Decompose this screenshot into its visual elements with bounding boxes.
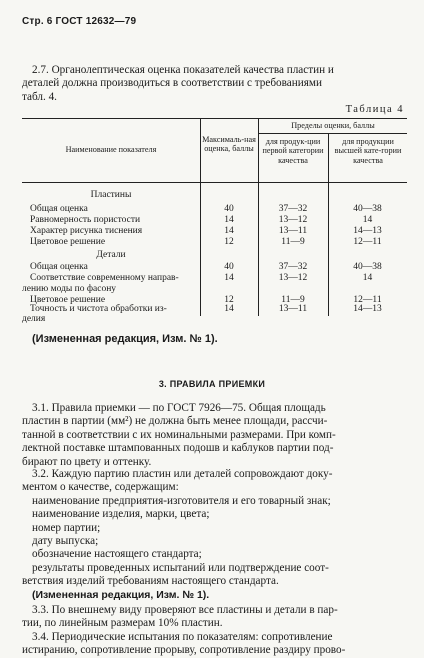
cell-first: 13—12 <box>278 215 308 225</box>
text-line: 2.7. Органолептическая оценка показателей качества пластин и <box>32 64 334 76</box>
cell-max: 40 <box>224 262 234 272</box>
row-name: Общая оценка <box>30 204 88 214</box>
text-line: тии, по линейным размерам 10% пластин. <box>22 617 223 630</box>
row-name: Характер рисунка тиснения <box>30 226 143 236</box>
paragraph-2-7 <box>22 64 407 104</box>
cell-first: 11—9 <box>281 237 305 247</box>
section-title-parts: Детали <box>96 250 126 260</box>
cell-high: 14—13 <box>353 226 382 236</box>
table-top-rule <box>22 118 407 119</box>
cell-max: 14 <box>224 226 234 236</box>
cell-first: 11—9 <box>281 295 305 305</box>
quality-table <box>22 118 407 324</box>
cell-max: 12 <box>224 295 234 305</box>
column-header-group: Пределы оценки, баллы <box>291 121 375 130</box>
text-line: обозначение настоящего стандарта; <box>32 548 202 561</box>
text-line: 3.4. Периодические испытания по показателям: сопротивление <box>32 631 333 643</box>
text-line: лектной поставке штампованных подошв и каблуков партии под- <box>22 442 334 455</box>
text-line: 3.2. Каждую партию пластин или деталей сопровождают доку- <box>32 468 333 480</box>
row-name-cont: лению моды по фасону <box>22 284 117 294</box>
amendment-note: (Измененная редакция, Изм. № 1). <box>32 589 210 601</box>
text-line: деталей должна производиться в соответствии с требованиями <box>22 77 322 90</box>
row-name: Общая оценка <box>30 262 88 272</box>
page-header: Стр. 6 ГОСТ 12632—79 <box>22 16 137 27</box>
amendment-note: (Измененная редакция, Изм. № 1). <box>32 333 218 345</box>
text-line: дату выпуска; <box>32 535 99 548</box>
section-heading: 3. ПРАВИЛА ПРИЕМКИ <box>158 379 266 389</box>
cell-high: 14—13 <box>353 304 382 314</box>
row-name: Соответствие современному направ- <box>30 273 179 283</box>
text-line: бирают по цвету и оттенку. <box>22 455 152 468</box>
cell-first: 37—32 <box>278 204 308 214</box>
text-line: пластин в партии (мм²) не должна быть менее площади, рассчи- <box>22 415 328 428</box>
text-line: 3.3. По внешнему виду проверяют все пластины и детали в пар- <box>32 604 338 616</box>
cell-max: 14 <box>224 215 234 225</box>
text-line: 3.1. Правила приемки — по ГОСТ 7926—75. Общая площадь <box>32 402 326 414</box>
row-name-cont: делия <box>22 314 46 324</box>
cell-high: 12—11 <box>353 295 382 305</box>
paragraph-3-4 <box>22 631 407 658</box>
section-title-plates: Пластины <box>90 190 132 200</box>
row-name: Цветовое решение <box>30 237 106 247</box>
text-line: результаты проведенных испытаний или подтверждение соот- <box>32 561 329 574</box>
column-header-high-category: для продукции высшей кате-гории качества <box>334 137 402 165</box>
cell-max: 14 <box>224 273 234 283</box>
paragraph-3-1 <box>22 402 407 469</box>
cell-high: 40—38 <box>353 262 382 272</box>
cell-first: 13—12 <box>278 273 308 283</box>
table-caption: Таблица 4 <box>345 104 404 115</box>
paragraph-3-3 <box>22 604 407 631</box>
column-header-first-category: для продук-ции первой категории качества <box>262 137 324 165</box>
cell-high: 14 <box>362 273 373 283</box>
cell-high: 40—38 <box>353 204 382 214</box>
text-line: ментом о качестве, содержащим: <box>22 481 179 494</box>
table-header-rule <box>22 182 407 183</box>
text-line: ветствия изделий требованиям настоящего стандарта. <box>22 575 279 588</box>
cell-high: 14 <box>362 215 373 225</box>
cell-max: 40 <box>224 204 234 214</box>
text-line: истиранию, сопротивление прорыву, сопротивление раздиру прово- <box>22 644 346 657</box>
text-line: номер партии; <box>32 521 101 534</box>
column-header-max: Максималь-ная оценка, баллы <box>202 135 256 154</box>
cell-max: 14 <box>224 304 234 314</box>
text-line: танной в соответствии с их номинальными размерами. При комп- <box>22 428 336 441</box>
text-line: табл. 4. <box>22 90 57 103</box>
text-line: наименование изделия, марки, цвета; <box>32 508 210 521</box>
cell-high: 12—11 <box>353 237 382 247</box>
row-name: Равномерность пористости <box>30 215 141 225</box>
cell-first: 13—11 <box>278 226 308 236</box>
cell-max: 12 <box>224 237 234 247</box>
cell-first: 37—32 <box>278 262 308 272</box>
row-name: Точность и чистота обработки из- <box>30 304 167 314</box>
row-name: Цветовое решение <box>30 295 106 305</box>
text-line: наименование предприятия-изготовителя и его товарный знак; <box>32 494 331 507</box>
cell-first: 13—11 <box>278 304 308 314</box>
group-header-rule <box>258 133 407 134</box>
paragraph-3-2 <box>22 468 407 589</box>
column-header-name: Наименование показателя <box>65 145 157 154</box>
